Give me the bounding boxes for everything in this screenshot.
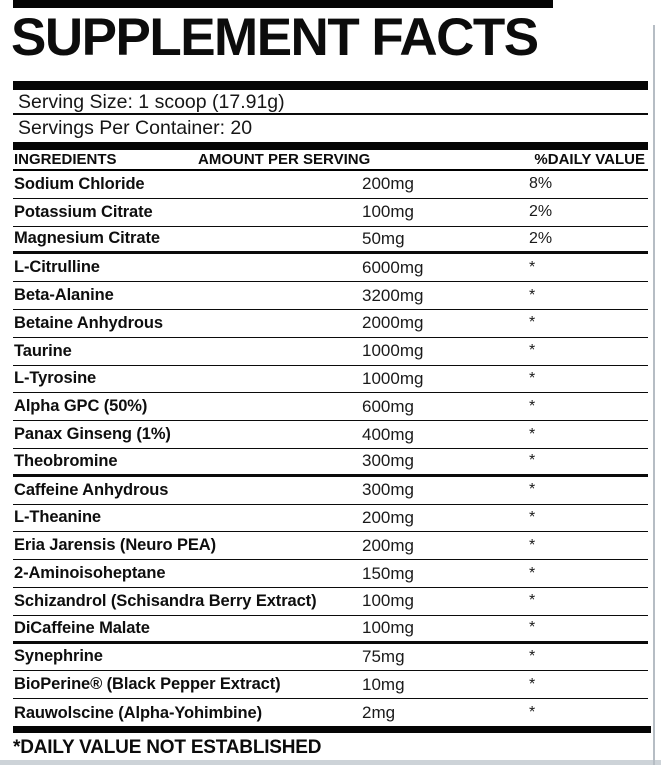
servings-per-container-text: Servings Per Container: 20 (18, 117, 253, 139)
ingredient-amount: 100mg (362, 591, 414, 611)
ingredient-amount: 2mg (362, 703, 396, 723)
table-row (13, 421, 648, 449)
ingredient-table (13, 171, 648, 727)
ingredient-amount: 10mg (362, 674, 405, 694)
ingredient-amount: 150mg (362, 563, 414, 583)
ingredient-name: L-Citrulline (14, 258, 100, 277)
table-row (13, 171, 648, 199)
ingredient-name: 2-Aminoisoheptane (14, 564, 166, 583)
ingredient-name: L-Theanine (14, 508, 102, 527)
ingredient-name: Panax Ginseng (1%) (14, 425, 171, 444)
serving-info (13, 91, 648, 140)
table-row (13, 505, 648, 533)
ingredient-name: Alpha GPC (50%) (14, 397, 148, 416)
table-row (13, 449, 648, 477)
table-row (13, 199, 648, 227)
table-row (13, 671, 648, 699)
ingredient-daily-value: * (529, 397, 536, 415)
ingredient-daily-value: * (529, 369, 536, 387)
table-row (13, 616, 648, 644)
table-row (13, 227, 648, 255)
ingredient-daily-value: * (529, 536, 536, 554)
column-header-amount: AMOUNT PER SERVING (198, 151, 371, 168)
ingredient-name: Taurine (14, 341, 72, 360)
table-row (13, 477, 648, 505)
ingredient-amount: 300mg (362, 451, 414, 471)
ingredient-amount: 200mg (362, 507, 414, 527)
ingredient-daily-value: * (529, 564, 536, 582)
ingredient-daily-value: * (529, 286, 536, 304)
ingredient-name: DiCaffeine Malate (14, 618, 150, 637)
label-right-edge (653, 25, 655, 765)
header-divider-bar (13, 142, 648, 150)
ingredient-amount: 1000mg (362, 341, 424, 361)
ingredient-daily-value: * (529, 425, 536, 443)
ingredient-amount: 2000mg (362, 313, 424, 333)
ingredient-amount: 3200mg (362, 285, 424, 305)
ingredient-daily-value: * (529, 592, 536, 610)
table-row (13, 282, 648, 310)
ingredient-amount: 6000mg (362, 257, 424, 277)
table-header-row (13, 150, 648, 171)
ingredient-name: Beta-Alanine (14, 286, 114, 305)
ingredient-name: Eria Jarensis (Neuro PEA) (14, 536, 216, 555)
label-bottom-edge (0, 760, 661, 765)
ingredient-amount: 300mg (362, 480, 414, 500)
ingredient-name: Magnesium Citrate (14, 229, 160, 248)
table-row (13, 254, 648, 282)
table-row (13, 560, 648, 588)
ingredient-name: Synephrine (14, 647, 103, 666)
serving-size-text: Serving Size: 1 scoop (17.91g) (13, 91, 648, 115)
table-row (13, 588, 648, 616)
title-divider-bar (13, 81, 648, 90)
ingredient-daily-value: 8% (529, 175, 553, 193)
ingredient-daily-value: * (529, 647, 536, 665)
footer-divider-bar (13, 726, 651, 733)
ingredient-name: Rauwolscine (Alpha-Yohimbine) (14, 703, 262, 722)
table-row (13, 532, 648, 560)
ingredient-daily-value: * (529, 258, 536, 276)
ingredient-daily-value: * (529, 675, 536, 693)
ingredient-daily-value: * (529, 704, 536, 722)
ingredient-daily-value: * (529, 452, 536, 470)
table-row (13, 310, 648, 338)
ingredient-amount: 75mg (362, 646, 405, 666)
column-header-ingredients: INGREDIENTS (14, 151, 117, 168)
ingredient-daily-value: 2% (529, 229, 553, 247)
ingredient-daily-value: * (529, 314, 536, 332)
table-row (13, 699, 648, 727)
ingredient-name: Betaine Anhydrous (14, 313, 163, 332)
table-row (13, 338, 648, 366)
ingredient-name: Caffeine Anhydrous (14, 480, 169, 499)
ingredient-amount: 1000mg (362, 368, 424, 388)
ingredient-amount: 600mg (362, 396, 414, 416)
ingredient-daily-value: * (529, 342, 536, 360)
top-divider-bar (13, 0, 553, 8)
ingredient-name: Schizandrol (Schisandra Berry Extract) (14, 591, 317, 610)
ingredient-daily-value: * (529, 619, 536, 637)
ingredient-name: Theobromine (14, 451, 118, 470)
ingredient-name: Potassium Citrate (14, 202, 153, 221)
table-row (13, 644, 648, 672)
ingredient-name: L-Tyrosine (14, 369, 97, 388)
ingredient-amount: 100mg (362, 618, 414, 638)
table-row (13, 366, 648, 394)
ingredient-amount: 50mg (362, 228, 405, 248)
ingredient-amount: 200mg (362, 535, 414, 555)
daily-value-footnote: *DAILY VALUE NOT ESTABLISHED (13, 737, 322, 758)
table-row (13, 393, 648, 421)
ingredient-daily-value: * (529, 481, 536, 499)
ingredient-daily-value: 2% (529, 203, 553, 221)
ingredient-amount: 200mg (362, 174, 414, 194)
ingredient-name: BioPerine® (Black Pepper Extract) (14, 675, 281, 694)
panel-title: SUPPLEMENT FACTS (11, 8, 538, 67)
column-header-daily-value: %DAILY VALUE (534, 151, 645, 168)
ingredient-amount: 400mg (362, 424, 414, 444)
ingredient-amount: 100mg (362, 202, 414, 222)
ingredient-name: Sodium Chloride (14, 174, 145, 193)
ingredient-daily-value: * (529, 508, 536, 526)
